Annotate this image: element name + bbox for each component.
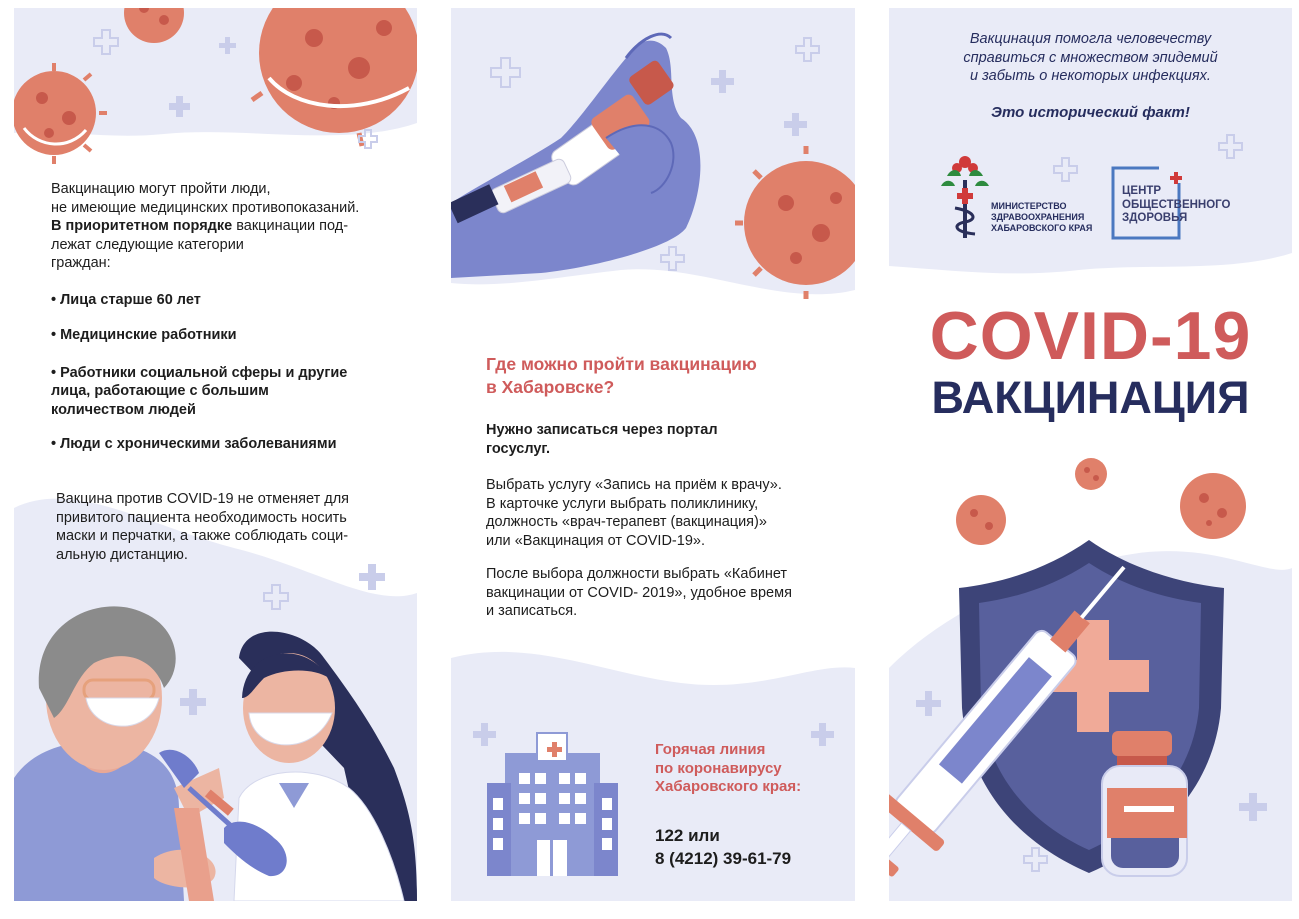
note-line: Вакцина против COVID-19 не отменяет для: [56, 491, 350, 507]
center-line: ОБЩЕСТВЕННОГО: [1122, 198, 1231, 211]
after-text: [486, 565, 846, 621]
sub-line: госуслуг.: [486, 440, 551, 457]
history-quote: [919, 30, 1262, 86]
note-line: привитого пациента необходимость носить: [56, 509, 347, 526]
hotline-phone: [655, 824, 791, 870]
ministry-line: ХАБАРОВСКОГО КРАЯ: [991, 223, 1093, 233]
category-item: лица, работающие с большим: [51, 383, 269, 399]
heading-line: Где можно пройти вакцинацию: [486, 354, 757, 374]
after-line: После выбора должности выбрать «Кабинет: [486, 566, 788, 582]
vaccination-title: ВАКЦИНАЦИЯ: [931, 372, 1250, 423]
virus-icon: [956, 495, 1006, 545]
center-line: ЦЕНТР: [1122, 185, 1162, 197]
hotline-line: Горячая линия: [655, 741, 766, 758]
category-item: • Работники социальной сферы и другие: [51, 365, 348, 381]
intro-line: граждан:: [51, 255, 111, 271]
gosuslugi-note: [486, 421, 718, 458]
after-line: и записаться.: [486, 603, 578, 619]
right-panel-artwork: [889, 8, 1292, 901]
intro-line: не имеющие медицинских противопоказаний.: [51, 199, 360, 216]
hotline-line: Хабаровского края:: [655, 778, 802, 795]
category-item: • Люди с хроническими заболеваниями: [51, 436, 337, 452]
category-item: • Лица старше 60 лет: [51, 292, 201, 308]
right-panel: [889, 8, 1292, 901]
sub-line: Нужно записаться через портал: [486, 422, 718, 438]
intro-line-rest: вакцинации под-: [232, 218, 349, 234]
category-item: • Медицинские работники: [51, 327, 237, 343]
step-line: должность «врач-терапевт (вакцинация)»: [486, 514, 767, 530]
note-line: маски и перчатки, а также соблюдать соци-: [56, 528, 349, 544]
where-heading: [486, 353, 757, 399]
quote-line: и забыть о некоторых инфекциях.: [970, 68, 1211, 84]
intro-line: [51, 217, 411, 236]
hotline-line: по коронавирусу: [655, 759, 782, 777]
category-item: количеством людей: [51, 402, 196, 418]
left-panel: [14, 8, 417, 901]
center-name: [1122, 185, 1231, 226]
virus-icon: [1180, 473, 1246, 539]
intro-line: лежат следующие категории: [51, 236, 244, 253]
center-line: ЗДОРОВЬЯ: [1122, 212, 1188, 224]
after-line: вакцинации от COVID- 2019», удобное время: [486, 584, 792, 601]
step-line: В карточке услуги выбрать поликлинику,: [486, 495, 759, 512]
middle-panel: [451, 8, 855, 901]
hospital-icon: [487, 733, 618, 876]
phone-short: 122 или: [655, 826, 720, 845]
virus-icon: [1075, 458, 1107, 490]
note-line: альную дистанцию.: [56, 546, 188, 563]
steps-text: [486, 476, 846, 550]
priority-bold: В приоритетном порядке: [51, 218, 233, 234]
step-line: Выбрать услугу «Запись на приём к врачу».: [486, 477, 782, 493]
ministry-name: [991, 201, 1092, 234]
step-line: или «Вакцинация от COVID-19».: [486, 532, 705, 549]
covid-title: COVID-19: [929, 298, 1252, 374]
left-panel-artwork: [14, 8, 417, 901]
ministry-line: ЗДРАВООХРАНЕНИЯ: [991, 212, 1085, 222]
quote-line: справиться с множеством эпидемий: [963, 49, 1218, 66]
heading-line: в Хабаровске?: [486, 377, 615, 397]
ministry-line: МИНИСТЕРСТВО: [991, 201, 1067, 211]
intro-line: Вакцинацию могут пройти люди,: [51, 181, 271, 197]
mask-note: [56, 490, 406, 564]
hotline-label: [655, 741, 801, 797]
history-fact: Это исторический факт!: [991, 104, 1190, 121]
phone-full: 8 (4212) 39-61-79: [655, 849, 792, 868]
quote-line: Вакцинация помогла человечеству: [969, 31, 1212, 47]
